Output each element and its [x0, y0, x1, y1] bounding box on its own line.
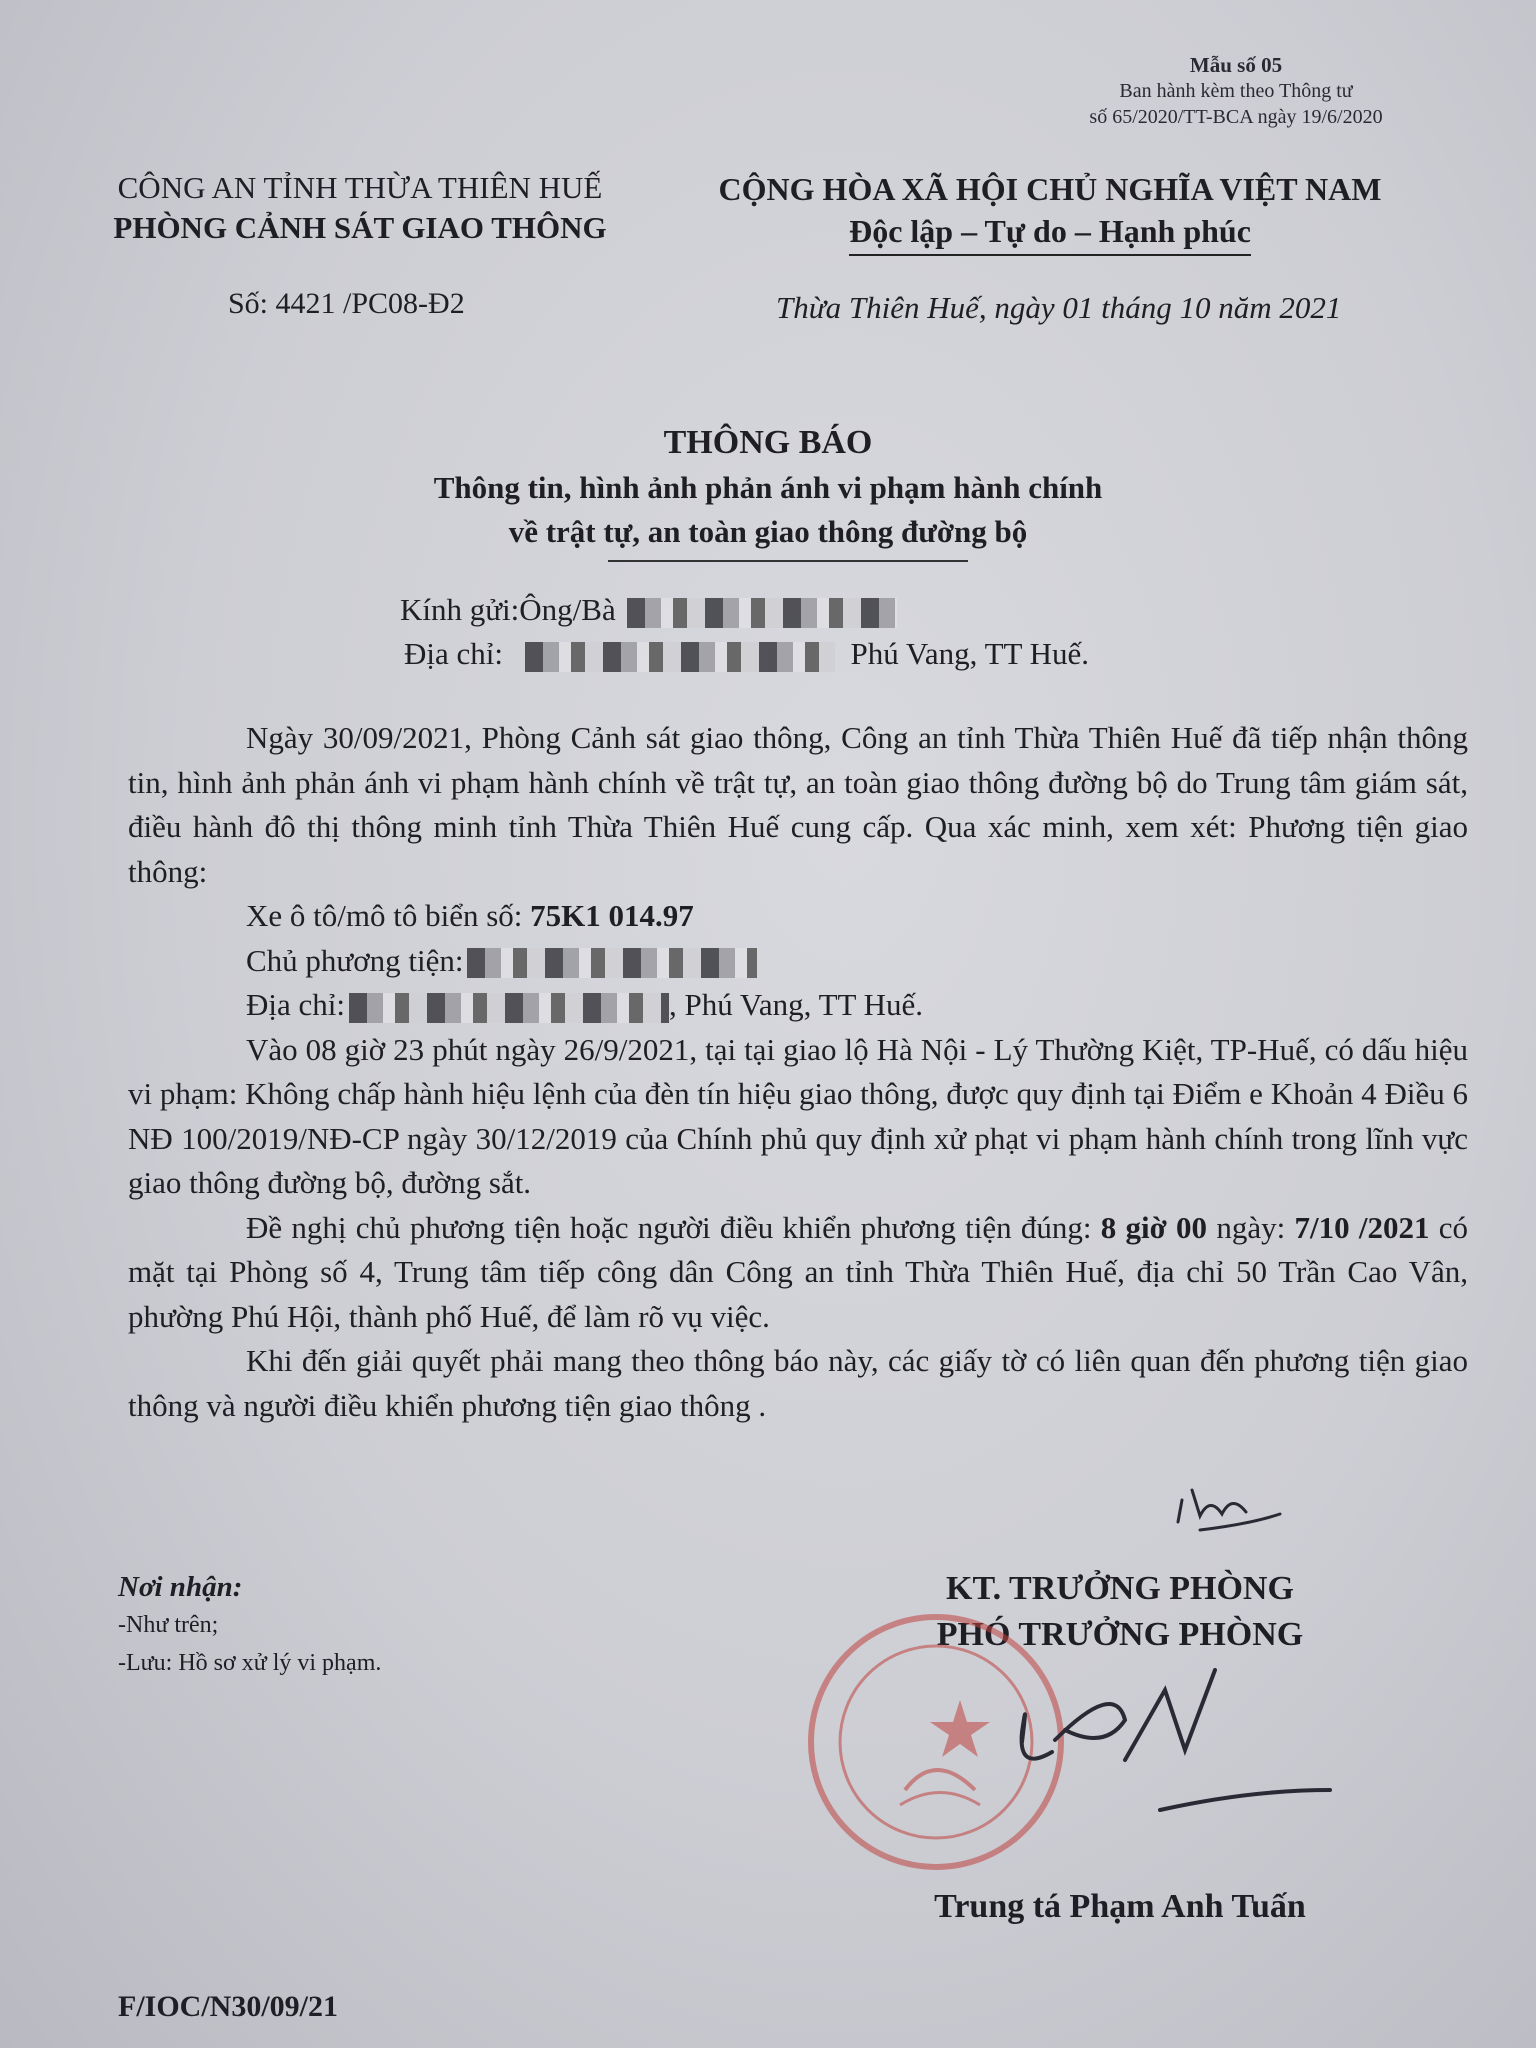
agency-name: PHÒNG CẢNH SÁT GIAO THÔNG — [113, 210, 607, 245]
country-name: CỘNG HÒA XÃ HỘI CHỦ NGHĨA VIỆT NAM — [718, 171, 1382, 207]
p3-text-a: Đề nghị chủ phương tiện hoặc người điều khiển phương tiện đúng: — [246, 1209, 1101, 1245]
initials-icon — [1178, 1490, 1280, 1530]
signature-title-2: PHÓ TRƯỞNG PHÒNG — [936, 1616, 1304, 1653]
owner-address-label: Địa chỉ: — [246, 987, 345, 1022]
owner-address-suffix: , Phú Vang, TT Huế. — [669, 987, 924, 1022]
address-label: Địa chỉ: — [404, 636, 503, 671]
recipient-label: Kính gửi:Ông/Bà — [400, 592, 616, 627]
plate-label: Xe ô tô/mô tô biển số: — [246, 898, 531, 933]
document-title: THÔNG BÁO — [663, 424, 873, 461]
signature-icon — [1022, 1670, 1330, 1810]
address-suffix: Phú Vang, TT Huế. — [850, 636, 1090, 671]
form-issued-line2: số 65/2020/TT-BCA ngày 19/6/2020 — [1089, 106, 1383, 128]
signature-title-1: KT. TRƯỞNG PHÒNG — [946, 1570, 1294, 1607]
owner-label: Chủ phương tiện: — [246, 942, 464, 978]
appointment-time: 8 giờ 00 — [1100, 1209, 1208, 1245]
appointment-date: 7/10 /2021 — [1294, 1209, 1430, 1245]
form-issued-line1: Ban hành kèm theo Thông tư — [1119, 80, 1353, 102]
p3-text-b: ngày: — [1207, 1209, 1295, 1245]
footer-reference-code: F/IOC/N30/09/21 — [118, 1990, 339, 2023]
signer-name: Trung tá Phạm Anh Tuấn — [934, 1888, 1306, 1925]
paragraph-2: Vào 08 giờ 23 phút ngày 26/9/2021, tại tại giao lộ Hà Nội - Lý Thường Kiệt, TP-Huế, có dấu hiệu vi phạm: Không chấp hành hiệu lệnh của đèn tín hiệu giao thông, được quy định tại Điểm e Khoản 4 Điều 6 NĐ 100/2019/NĐ-CP ngày 30/12/2019 của Chính phủ quy định xử phạt vi phạm hành chính trong lĩnh vực giao thông đường bộ, đường sắt. — [128, 1031, 1468, 1200]
p3-text-c: có mặt tại Phòng số 4, Trung tâm tiếp công dân Công an tỉnh Thừa Thiên Huế, địa chỉ 50 Trần Cao Vân, phường Phú Hội, thành phố Huế, để làm rõ vụ việc. — [128, 1209, 1468, 1334]
national-motto: Độc lập – Tự do – Hạnh phúc — [849, 210, 1251, 256]
document-number: Số: 4421 /PC08-Đ2 — [228, 287, 465, 320]
document-subtitle-2: về trật tự, an toàn giao thông đường bộ — [508, 514, 1028, 549]
paragraph-1: Ngày 30/09/2021, Phòng Cảnh sát giao thông, Công an tỉnh Thừa Thiên Huế đã tiếp nhận thông tin, hình ảnh phản ánh vi phạm hành chính về trật tự, an toàn giao thông đường bộ do Trung tâm giám sát, điều hành đô thị thông minh tỉnh Thừa Thiên Huế cung cấp. Qua xác minh, xem xét: Phương tiện giao thông: — [128, 720, 1468, 889]
agency-parent: CÔNG AN TỈNH THỪA THIÊN HUẾ — [117, 170, 603, 205]
recipients-item-2: -Lưu: Hồ sơ xử lý vi phạm. — [118, 1650, 382, 1676]
recipients-item-1: -Như trên; — [118, 1612, 219, 1638]
form-number: Mẫu số 05 — [1189, 53, 1283, 77]
place-date: Thừa Thiên Huế, ngày 01 tháng 10 năm 2021 — [776, 290, 1342, 325]
document-subtitle-1: Thông tin, hình ảnh phản ánh vi phạm hành chính — [433, 470, 1103, 505]
plate-number: 75K1 014.97 — [530, 898, 694, 933]
paragraph-4: Khi đến giải quyết phải mang theo thông báo này, các giấy tờ có liên quan đến phương tiện giao thông và người điều khiển phương tiện giao thông . — [128, 1343, 1468, 1423]
recipients-heading: Nơi nhận: — [118, 1571, 243, 1603]
